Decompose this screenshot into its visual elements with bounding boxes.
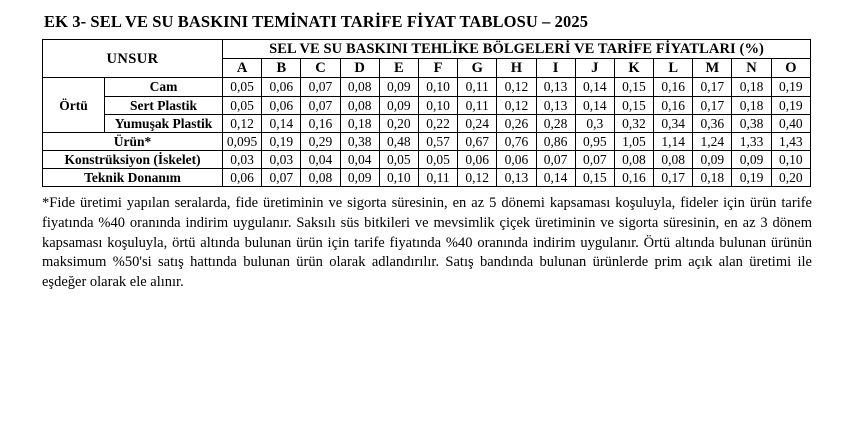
cell: 0,16 xyxy=(654,96,693,114)
cell: 0,10 xyxy=(771,150,810,168)
cell: 0,16 xyxy=(301,114,340,132)
cell: 0,67 xyxy=(458,132,497,150)
footnote: *Fide üretimi yapılan seralarda, fide üretiminin ve sigorta süresinin, en az 5 dönemi kapsaması koşuluyla, fideler için ürün tarife fiyatında %40 oranında indirim uygulanır. Saksılı süs bitkileri ve mevsimlik çiçek üretiminin ve sigorta süresinin, en az 3 dönem kapsaması koşuluyla, örtü altında bulunan ürün için tarife fiyatında %40 oranında indirim uygulanır. Örtü altında bulunan ürünün maksimum %50'si satış hattında bulunan ürün olarak adlandırılır. Satış bandında bulunan ürünlerde prim açık alan üretimi ile eşdeğer olarak ele alınır. xyxy=(42,195,812,290)
cell: 0,57 xyxy=(418,132,457,150)
header-col-j: J xyxy=(575,59,614,78)
cell: 0,48 xyxy=(379,132,418,150)
group-label-ortu: Örtü xyxy=(43,78,105,132)
cell: 0,22 xyxy=(418,114,457,132)
header-col-l: L xyxy=(654,59,693,78)
cell: 0,15 xyxy=(614,78,653,96)
table-row xyxy=(43,78,811,96)
cell: 0,32 xyxy=(614,114,653,132)
cell: 0,18 xyxy=(732,78,771,96)
cell: 0,08 xyxy=(614,150,653,168)
cell: 0,07 xyxy=(536,150,575,168)
cell: 1,05 xyxy=(614,132,653,150)
row-label-yumusak-plastik: Yumuşak Plastik xyxy=(105,114,223,132)
header-col-b: B xyxy=(262,59,301,78)
cell: 0,20 xyxy=(771,169,810,187)
header-col-i: I xyxy=(536,59,575,78)
header-main-title: SEL VE SU BASKINI TEHLİKE BÖLGELERİ VE TARİFE FİYATLARI (%) xyxy=(223,40,811,59)
cell: 0,05 xyxy=(223,96,262,114)
cell: 0,17 xyxy=(693,78,732,96)
cell: 0,16 xyxy=(614,169,653,187)
cell: 0,10 xyxy=(418,78,457,96)
cell: 0,16 xyxy=(654,78,693,96)
cell: 0,14 xyxy=(575,96,614,114)
row-label-sert-plastik: Sert Plastik xyxy=(105,96,223,114)
cell: 0,19 xyxy=(262,132,301,150)
cell: 0,07 xyxy=(262,169,301,187)
header-col-a: A xyxy=(223,59,262,78)
cell: 0,36 xyxy=(693,114,732,132)
cell: 0,13 xyxy=(536,78,575,96)
cell: 0,11 xyxy=(458,96,497,114)
cell: 0,13 xyxy=(497,169,536,187)
cell: 0,06 xyxy=(458,150,497,168)
cell: 0,09 xyxy=(693,150,732,168)
cell: 0,06 xyxy=(262,78,301,96)
cell: 0,76 xyxy=(497,132,536,150)
cell: 0,08 xyxy=(654,150,693,168)
cell: 0,3 xyxy=(575,114,614,132)
page-title: EK 3- SEL VE SU BASKINI TEMİNATI TARİFE FİYAT TABLOSU – 2025 xyxy=(44,12,589,31)
cell: 0,18 xyxy=(732,96,771,114)
cell: 0,07 xyxy=(301,96,340,114)
cell: 0,05 xyxy=(223,78,262,96)
cell: 1,43 xyxy=(771,132,810,150)
cell: 0,12 xyxy=(497,96,536,114)
cell: 0,29 xyxy=(301,132,340,150)
cell: 0,07 xyxy=(301,78,340,96)
cell: 0,34 xyxy=(654,114,693,132)
cell: 0,15 xyxy=(614,96,653,114)
tariff-table xyxy=(42,39,811,187)
cell: 0,11 xyxy=(418,169,457,187)
cell: 0,07 xyxy=(575,150,614,168)
cell: 0,06 xyxy=(223,169,262,187)
cell: 0,20 xyxy=(379,114,418,132)
header-col-o: O xyxy=(771,59,810,78)
cell: 0,14 xyxy=(536,169,575,187)
cell: 1,33 xyxy=(732,132,771,150)
cell: 0,05 xyxy=(418,150,457,168)
cell: 0,095 xyxy=(223,132,262,150)
cell: 0,10 xyxy=(418,96,457,114)
cell: 0,06 xyxy=(262,96,301,114)
cell: 0,19 xyxy=(732,169,771,187)
row-label-teknik-donanim: Teknik Donanım xyxy=(43,169,223,187)
header-col-c: C xyxy=(301,59,340,78)
cell: 0,17 xyxy=(693,96,732,114)
cell: 0,12 xyxy=(497,78,536,96)
cell: 0,19 xyxy=(771,78,810,96)
header-col-e: E xyxy=(379,59,418,78)
header-col-h: H xyxy=(497,59,536,78)
header-col-f: F xyxy=(418,59,457,78)
cell: 0,11 xyxy=(458,78,497,96)
cell: 0,12 xyxy=(458,169,497,187)
table-row xyxy=(43,114,811,132)
cell: 1,14 xyxy=(654,132,693,150)
cell: 0,15 xyxy=(575,169,614,187)
cell: 1,24 xyxy=(693,132,732,150)
cell: 0,19 xyxy=(771,96,810,114)
cell: 0,04 xyxy=(301,150,340,168)
header-unsur: UNSUR xyxy=(43,40,223,78)
table-row xyxy=(43,150,811,168)
cell: 0,38 xyxy=(340,132,379,150)
header-col-m: M xyxy=(693,59,732,78)
cell: 0,04 xyxy=(340,150,379,168)
cell: 0,13 xyxy=(536,96,575,114)
cell: 0,09 xyxy=(732,150,771,168)
header-col-d: D xyxy=(340,59,379,78)
cell: 0,05 xyxy=(379,150,418,168)
cell: 0,18 xyxy=(693,169,732,187)
cell: 0,24 xyxy=(458,114,497,132)
cell: 0,08 xyxy=(340,96,379,114)
cell: 0,09 xyxy=(379,96,418,114)
row-label-urun: Ürün* xyxy=(43,132,223,150)
cell: 0,09 xyxy=(340,169,379,187)
header-col-g: G xyxy=(458,59,497,78)
cell: 0,18 xyxy=(340,114,379,132)
cell: 0,03 xyxy=(262,150,301,168)
row-label-cam: Cam xyxy=(105,78,223,96)
header-col-n: N xyxy=(732,59,771,78)
cell: 0,26 xyxy=(497,114,536,132)
cell: 0,08 xyxy=(340,78,379,96)
cell: 0,14 xyxy=(262,114,301,132)
row-label-konstruksiyon: Konstrüksiyon (İskelet) xyxy=(43,150,223,168)
cell: 0,28 xyxy=(536,114,575,132)
header-col-k: K xyxy=(614,59,653,78)
table-row xyxy=(43,132,811,150)
cell: 0,08 xyxy=(301,169,340,187)
table-row xyxy=(43,96,811,114)
table-row xyxy=(43,169,811,187)
cell: 0,17 xyxy=(654,169,693,187)
table-header-row-top xyxy=(43,40,811,59)
cell: 0,06 xyxy=(497,150,536,168)
cell: 0,03 xyxy=(223,150,262,168)
cell: 0,09 xyxy=(379,78,418,96)
cell: 0,14 xyxy=(575,78,614,96)
cell: 0,95 xyxy=(575,132,614,150)
cell: 0,10 xyxy=(379,169,418,187)
cell: 0,86 xyxy=(536,132,575,150)
cell: 0,38 xyxy=(732,114,771,132)
cell: 0,40 xyxy=(771,114,810,132)
cell: 0,12 xyxy=(223,114,262,132)
